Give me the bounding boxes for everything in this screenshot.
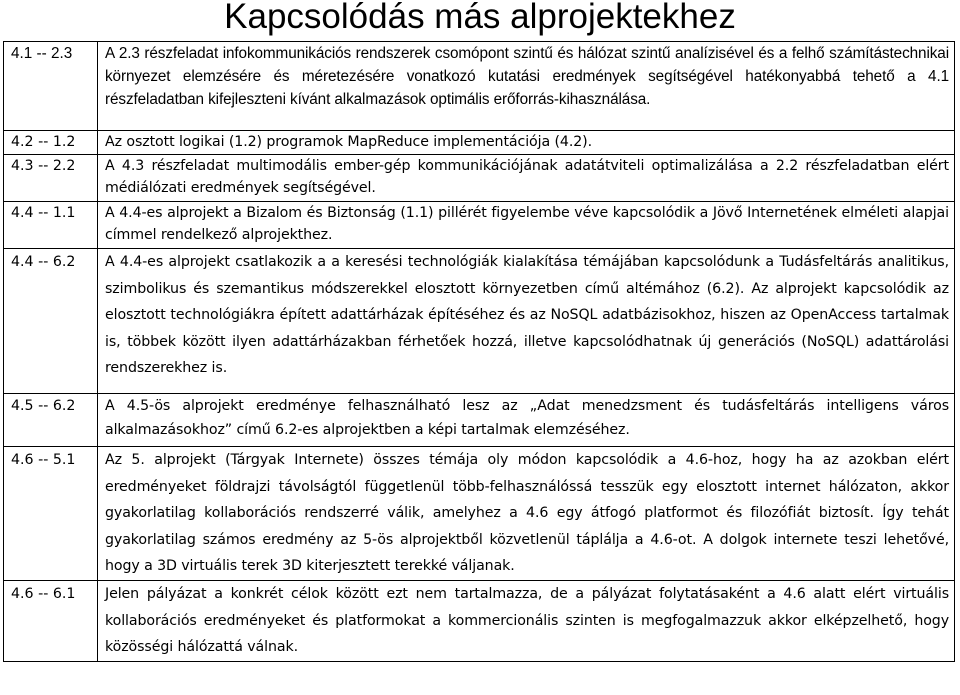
table-row [4,42,955,131]
table-row [4,580,955,661]
row-code: 4.4 -- 6.2 [4,249,98,394]
row-code: 4.1 -- 2.3 [4,42,98,131]
row-text: Az 5. alprojekt (Tárgyak Internete) összes témája oly módon kapcsolódik a 4.6-hoz, hogy ha az azokban elért eredményeket földrajzi távolságtól függetlenül több-felhasználóssá tesszük egy elosztott internet hálózaton, akkor gyakorlatilag kollaborációs rendszerré válik, amelyhez a 4.6 egy átfogó platformot és filozófiát biztosít. Így tehát gyakorlatilag számos eredmény az 5-ös alprojektből közvetlenül táplálja a 4.6-ot. A dolgok internete teszi lehetővé, hogy a 3D virtuális terek 3D kiterjesztett terekké váljanak. [98,447,955,581]
row-text: A 2.3 részfeladat infokommunikációs rendszerek csomópont szintű és hálózat szintű analízisével és a felhő számítástechnikai környezet elemzésére és méretezésére vonatkozó kutatási eredmények segítségével hatékonyabbá tehető a 4.1 részfeladatban kifejleszteni kívánt alkalmazások optimális erőforrás-kihasználása. [98,42,955,131]
table-row [4,394,955,447]
row-text: A 4.4-es alprojekt csatlakozik a a keresési technológiák kialakítása témájában kapcsolódunk a Tudásfeltárás analitikus, szimbolikus és szemantikus módszerekkel elosztott környezetben című altémához (6.2). Az alprojekt kapcsolódik az elosztott technológiákra épített adattárházak építéséhez és az NoSQL adatbázisokhoz, hiszen az OpenAccess tartalmak is, többek között ilyen adattárházakban férhetőek hozzá, illetve kapcsolódhatnak új generációs (NoSQL) adattárolási rendszerekhez is. [98,249,955,394]
row-code: 4.3 -- 2.2 [4,155,98,202]
row-text: A 4.3 részfeladat multimodális ember-gép kommunikációjának adatátviteli optimalizálása a 2.2 részfeladatban elért médiálózati eredmények segítségével. [98,155,955,202]
row-text: Jelen pályázat a konkrét célok között ezt nem tartalmazza, de a pályázat folytatásaként a 4.6 alatt elért virtuális kollaborációs eredményeket és platformokat a kommercionális szinten is megfogalmazzuk akkor elképzelhető, hogy közösségi hálózattá válnak. [98,580,955,661]
row-text: A 4.4-es alprojekt a Bizalom és Biztonság (1.1) pillérét figyelembe véve kapcsolódik a Jövő Internetének elméleti alapjai címmel rendelkező alprojekthez. [98,202,955,249]
row-code: 4.5 -- 6.2 [4,394,98,447]
table-row [4,131,955,155]
row-code: 4.2 -- 1.2 [4,131,98,155]
table-row [4,249,955,394]
row-text: Az osztott logikai (1.2) programok MapReduce implementációja (4.2). [98,131,955,155]
page-title: Kapcsolódás más alprojektekhez [224,0,736,36]
table-row [4,202,955,249]
row-code: 4.6 -- 6.1 [4,580,98,661]
row-code: 4.4 -- 1.1 [4,202,98,249]
connections-table [3,41,955,662]
table-row [4,155,955,202]
table-row [4,447,955,581]
row-text: A 4.5-ös alprojekt eredménye felhasználható lesz az „Adat menedzsment és tudásfeltárás intelligens város alkalmazásokhoz” című 6.2-es alprojektben a képi tartalmak elemzéséhez. [98,394,955,447]
row-code: 4.6 -- 5.1 [4,447,98,581]
